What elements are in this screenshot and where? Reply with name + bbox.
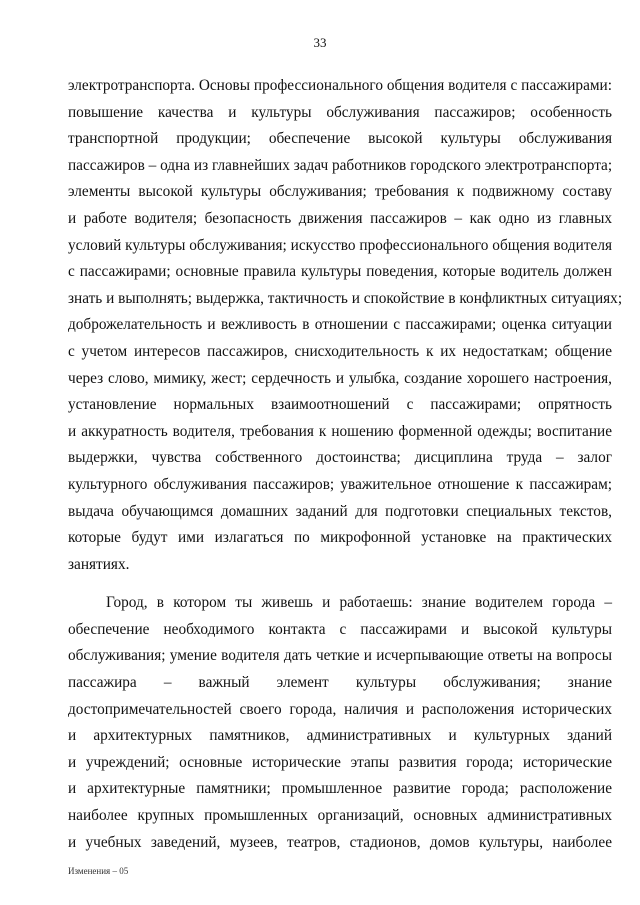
text-line: выдержки, чувства собственного достоинства; дисциплина труда – залог — [68, 449, 612, 467]
page-number: 33 — [313, 35, 327, 50]
paragraph-2 — [68, 590, 612, 856]
text-line: условий культуры обслуживания; искусство профессионального общения водителя — [68, 236, 612, 254]
text-line: пассажира – важный элемент культуры обслуживания; знание — [68, 674, 612, 692]
text-line: и учебных заведений, музеев, театров, стадионов, домов культуры, наиболее — [68, 833, 612, 851]
text-line: обеспечение необходимого контакта с пассажирами и высокой культуры — [68, 620, 612, 638]
text-line: установление нормальных взаимоотношений с пассажирами; опрятность — [68, 396, 612, 414]
text-line: выдача обучающимся домашних заданий для подготовки специальных текстов, — [68, 502, 612, 520]
text-line: и учреждений; основные исторические этапы развития города; исторические — [68, 753, 612, 771]
text-line: через слово, мимику, жест; сердечность и улыбка, создание хорошего настроения, — [68, 369, 612, 387]
revision-footer: Изменения – 05 — [68, 866, 129, 876]
text-line: и аккуратность водителя, требования к ношению форменной одежды; воспитание — [68, 422, 612, 440]
text-line: культурного обслуживания пассажиров; уважительное отношение к пассажирам; — [68, 475, 612, 493]
text-line: наиболее крупных промышленных организаций, основных административных — [68, 807, 612, 825]
text-line: электротранспорта. Основы профессионального общения водителя с пассажирами: — [68, 77, 612, 94]
text-line: транспортной продукции; обеспечение высокой культуры обслуживания — [68, 130, 612, 148]
text-line: пассажиров – одна из главнейших задач работников городского электротранспорта; — [68, 156, 613, 174]
text-line: достопримечательностей своего города, наличия и расположения исторических — [68, 700, 612, 718]
text-line: с учетом интересов пассажиров, снисходительность к их недостаткам; общение — [68, 342, 612, 360]
text-line: и работе водителя; безопасность движения пассажиров – как одно из главных — [68, 209, 612, 227]
text-line: обслуживания; умение водителя дать четкие и исчерпывающие ответы на вопросы — [68, 647, 612, 665]
text-line: доброжелательность и вежливость в отношении с пассажирами; оценка ситуации — [68, 316, 612, 334]
text-line: и архитектурные памятники; промышленное развитие города; расположение — [68, 780, 612, 798]
text-line: Город, в котором ты живешь и работаешь: знание водителем города – — [106, 594, 612, 612]
paragraph-1 — [68, 73, 623, 578]
text-line: с пассажирами; основные правила культуры поведения, которые водитель должен — [68, 263, 612, 281]
document-body — [68, 73, 623, 856]
paragraph-spacer — [68, 578, 612, 590]
text-line: знать и выполнять; выдержка, тактичность и спокойствие в конфликтных ситуациях; — [68, 289, 623, 307]
text-line: повышение качества и культуры обслуживания пассажиров; особенность — [68, 103, 612, 121]
text-line: и архитектурных памятников, административных и культурных зданий — [68, 727, 612, 745]
text-line: которые будут ими излагаться по микрофонной установке на практических — [68, 529, 612, 547]
text-line: занятиях. — [68, 555, 130, 573]
text-line: элементы высокой культуры обслуживания; требования к подвижному составу — [68, 183, 612, 201]
